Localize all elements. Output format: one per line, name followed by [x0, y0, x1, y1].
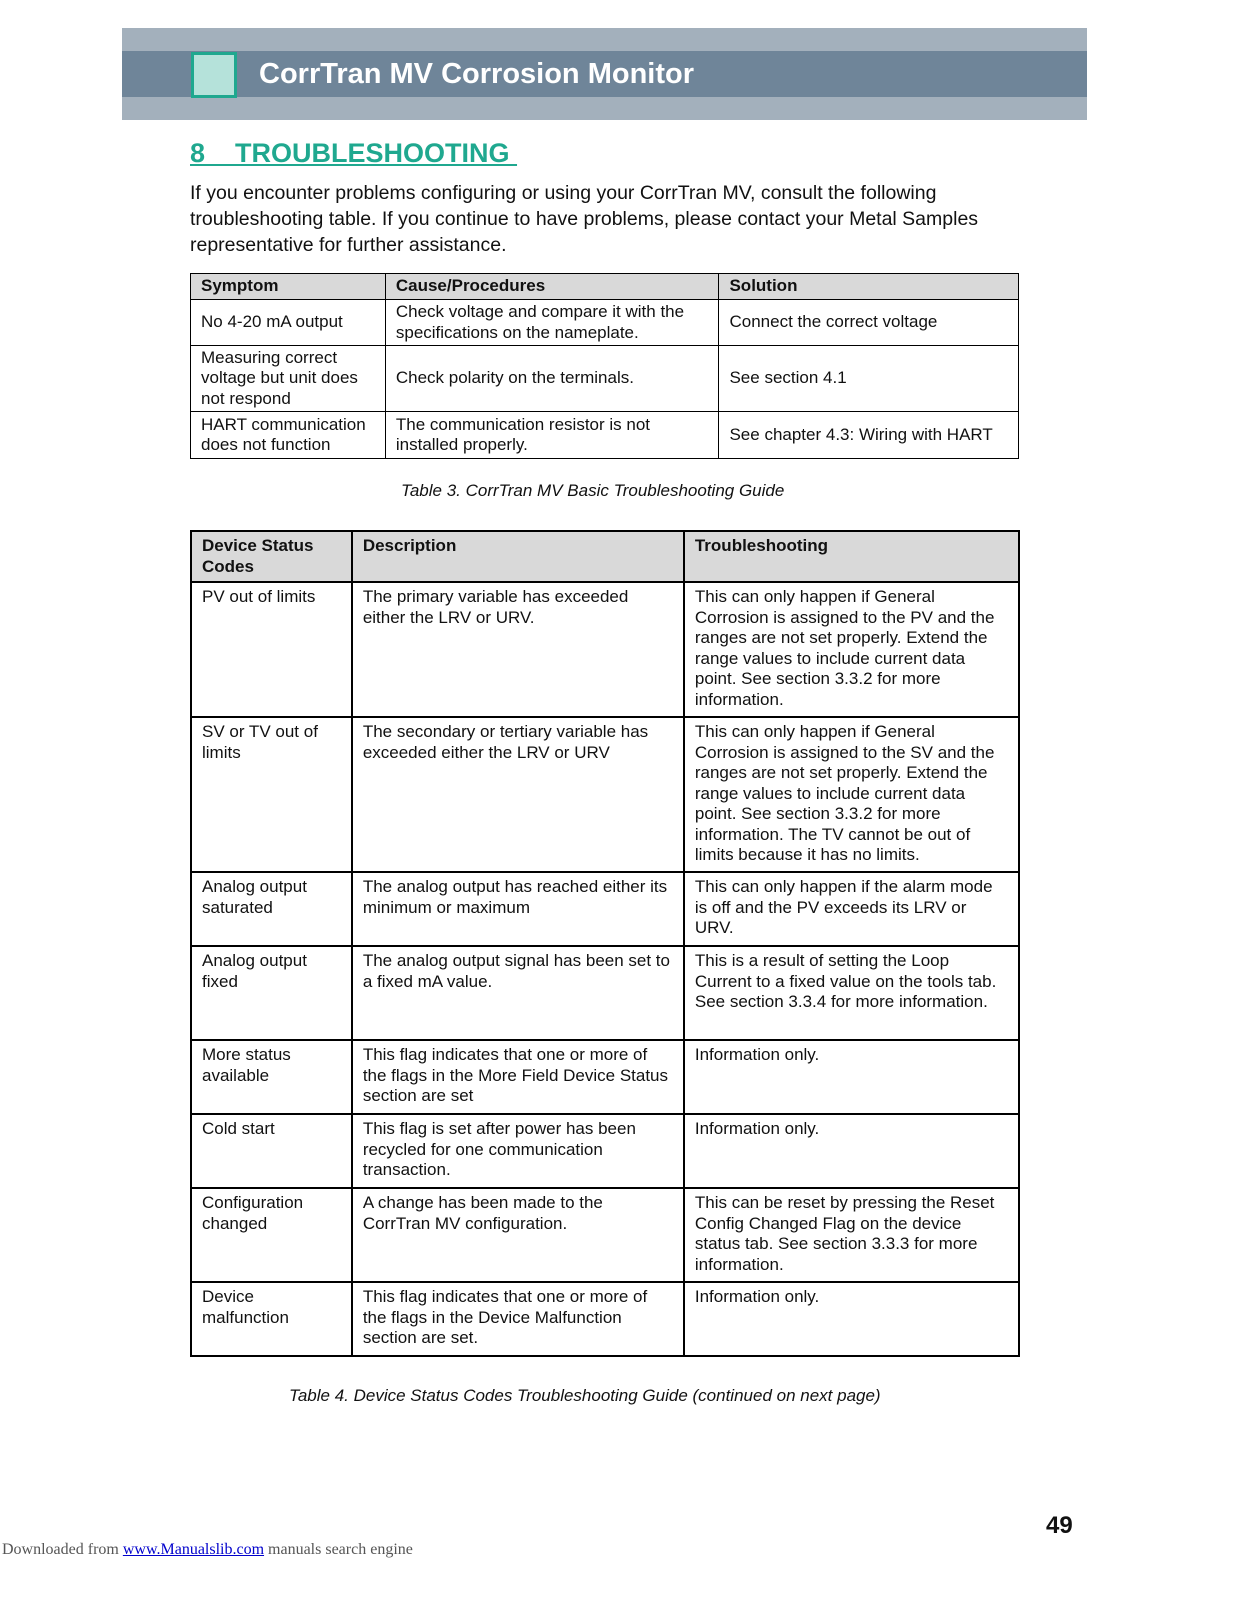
table-row: [191, 1188, 1019, 1282]
footer-prefix: Downloaded from: [2, 1541, 123, 1558]
table-cell: Cold start: [191, 1114, 352, 1188]
table-cell: Information only.: [684, 1282, 1019, 1356]
table-cell: The analog output has reached either its minimum or maximum: [352, 872, 684, 946]
table-cell: HART communication does not function: [191, 412, 386, 459]
table-row: [191, 1282, 1019, 1356]
column-header-description: Description: [352, 531, 684, 582]
table-cell: A change has been made to the CorrTran MV configuration.: [352, 1188, 684, 1282]
table-cell: Information only.: [684, 1040, 1019, 1114]
table-row: [191, 300, 1019, 346]
table-row: [191, 582, 1019, 717]
table-header-row: [191, 274, 1019, 300]
table-cell: Measuring correct voltage but unit does not respond: [191, 346, 386, 412]
column-header-status-codes: Device Status Codes: [191, 531, 352, 582]
table-cell: Information only.: [684, 1114, 1019, 1188]
table-cell: Analog output saturated: [191, 872, 352, 946]
table-caption: Table 3. CorrTran MV Basic Troubleshooting Guide: [401, 481, 785, 500]
page-number: 49: [1046, 1512, 1073, 1539]
table-cell: This flag is set after power has been recycled for one communication transaction.: [352, 1114, 684, 1188]
table-row: [191, 717, 1019, 872]
table-cell: More status available: [191, 1040, 352, 1114]
table-caption: Table 4. Device Status Codes Troubleshooting Guide (continued on next page): [289, 1386, 881, 1405]
table-cell: See chapter 4.3: Wiring with HART: [719, 412, 1019, 459]
table-cell: Connect the correct voltage: [719, 300, 1019, 346]
table-cell: This can only happen if General Corrosion is assigned to the SV and the ranges are not set properly. Extend the range values to include current data point. See section 3.3.2 for more information. The TV cannot be out of limits because it has no limits.: [684, 717, 1019, 872]
table-cell: This can be reset by pressing the Reset Config Changed Flag on the device status tab. See section 3.3.3 for more information.: [684, 1188, 1019, 1282]
table-row: [191, 946, 1019, 1040]
table-cell: This is a result of setting the Loop Current to a fixed value on the tools tab. See section 3.3.4 for more information.: [684, 946, 1019, 1040]
table-row: [191, 412, 1019, 459]
section-title: 8 TROUBLESHOOTING: [190, 138, 518, 168]
table-cell: Analog output fixed: [191, 946, 352, 1040]
table-row: [191, 872, 1019, 946]
table-cell: SV or TV out of limits: [191, 717, 352, 872]
table-cell: Check voltage and compare it with the specifications on the nameplate.: [385, 300, 719, 346]
device-status-codes-table: [190, 530, 1020, 1357]
column-header-cause: Cause/Procedures: [385, 274, 719, 300]
table-row: [191, 346, 1019, 412]
header-square-icon: [191, 52, 237, 98]
footer-suffix: manuals search engine: [264, 1541, 413, 1558]
table-cell: See section 4.1: [719, 346, 1019, 412]
column-header-solution: Solution: [719, 274, 1019, 300]
manualslib-link[interactable]: www.Manualslib.com: [122, 1541, 265, 1558]
table-cell: Configuration changed: [191, 1188, 352, 1282]
document-title: CorrTran MV Corrosion Monitor: [259, 58, 694, 90]
intro-paragraph: If you encounter problems configuring or using your CorrTran MV, consult the following troubleshooting table. If you continue to have problems, please contact your Metal Samples representative for further assistance.: [190, 182, 979, 256]
table-cell: Check polarity on the terminals.: [385, 346, 719, 412]
download-footer: [2, 1541, 413, 1559]
table-row: [191, 1040, 1019, 1114]
table-cell: This flag indicates that one or more of the flags in the Device Malfunction section are set.: [352, 1282, 684, 1356]
table-cell: No 4-20 mA output: [191, 300, 386, 346]
table-cell: The secondary or tertiary variable has exceeded either the LRV or URV: [352, 717, 684, 872]
column-header-symptom: Symptom: [191, 274, 386, 300]
column-header-troubleshooting: Troubleshooting: [684, 531, 1019, 582]
table-cell: This can only happen if the alarm mode is off and the PV exceeds its LRV or URV.: [684, 872, 1019, 946]
table-row: [191, 1114, 1019, 1188]
table-cell: The communication resistor is not installed properly.: [385, 412, 719, 459]
table-cell: Device malfunction: [191, 1282, 352, 1356]
table-cell: PV out of limits: [191, 582, 352, 717]
table-cell: The analog output signal has been set to a fixed mA value.: [352, 946, 684, 1040]
table-header-row: [191, 531, 1019, 582]
basic-troubleshooting-table: [190, 273, 1019, 459]
table-cell: This flag indicates that one or more of the flags in the More Field Device Status section are set: [352, 1040, 684, 1114]
table-cell: This can only happen if General Corrosion is assigned to the PV and the ranges are not set properly. Extend the range values to include current data point. See section 3.3.2 for more information.: [684, 582, 1019, 717]
table-cell: The primary variable has exceeded either the LRV or URV.: [352, 582, 684, 717]
